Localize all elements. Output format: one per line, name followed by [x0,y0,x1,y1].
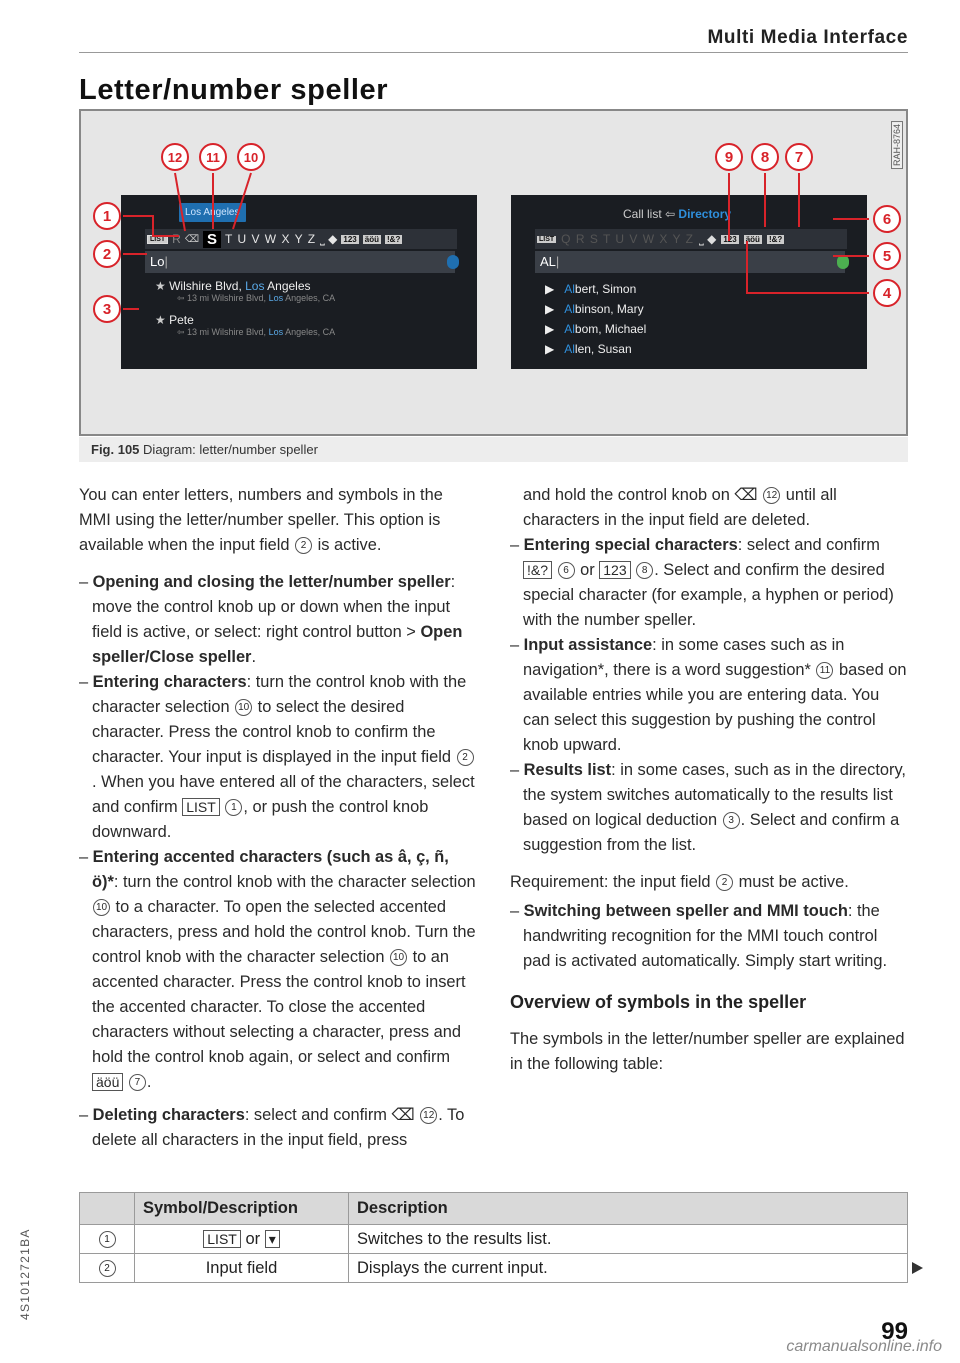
callout-4: 4 [882,285,892,302]
right-column [510,483,908,1089]
figure-caption: Fig. 105 Diagram: letter/number speller [91,442,318,457]
continued-text: and hold the control knob on ⌫ 12 until all characters in the input field are deleted. [523,486,837,529]
intro-paragraph: You can enter letters, numbers and symbols in the MMI using the letter/number speller. This option is available when the input field 2 is active. [79,486,443,554]
table-row [80,1254,908,1283]
right-speller-row: LIST Q R S T U V W X Y Z ⎵ ◆ 123 äöü !&? [535,229,847,249]
numbers-key: 123 [723,234,737,244]
left-input-field: Lo| [145,251,455,273]
callout-9: 9 [724,149,734,166]
callout-8: 8 [760,149,770,166]
figure-105 [79,109,908,436]
document-code: 4S1012721BA [18,1228,32,1320]
callout-3: 3 [102,301,112,318]
bullet-input-assistance: – Input assistance: in some cases such as in navigation*, there is a word suggestion* 11 based on available entries while you are entering data. You can select this suggestion by pushing the control knob upward. [510,636,907,754]
left-column [79,483,477,1153]
result-item-2: ★ Pete ⇦ 13 mi Wilshire Blvd, Los Angeles, CA [155,313,336,337]
bullet-special: – Entering special characters: select and confirm !&? 6 or 123 8 . Select and confirm the desired special character (for example, a hyphen or period) with the number speller. [510,536,894,629]
callout-6: 6 [882,211,892,228]
table-header-row [80,1193,908,1225]
input-text: AL [540,254,556,269]
bullet-entering: – Entering characters: turn the control knob with the character selection 10 to select the desired character. Press the control knob to confirm the character. Your input is displayed in the input field 2. When you have entered all of the characters, select and confirm LIST 1 , or push the control knob downward. [79,673,475,841]
table-row [80,1225,908,1254]
page-number: 99 [881,1318,908,1345]
result-item-1: ★ Wilshire Blvd, Los Angeles ⇦ 13 mi Wilshire Blvd, Los Angeles, CA [155,279,336,303]
row-description: Displays the current input. [349,1254,908,1283]
figure-code: RAH-8764 [891,121,903,169]
header-title: Multi Media Interface [707,27,908,48]
callout-11: 11 [206,150,220,165]
bullet-opening: – Opening and closing the letter/number speller: move the control knob up or down when the input field is active, or select: right control button > Open speller/Close speller. [79,573,463,666]
callout-5: 5 [882,248,892,265]
bullet-accented: – Entering accented characters (such as â, ç, ñ, ö)*: turn the control knob with the character selection 10 to a character. To open the selected accented characters, press and hold the control knob. Turn the control knob with the character selection 10 to an accented character. Press the control knob to insert the accented character. To close the accented characters without selecting a character, press and hold the control knob again, or select and confirm äöü 7 . [79,848,476,1091]
list-key: LIST [147,235,168,244]
numbers-key: 123 [343,234,357,244]
callout-7: 7 [794,149,804,166]
special-key: !&? [768,234,783,244]
callout-12: 12 [167,150,183,165]
row-callout: 1 [99,1231,116,1248]
delete-key: ⌫ [184,233,199,245]
accents-key: äöü [745,234,760,244]
requirement: Requirement: the input field 2 must be active. [510,873,849,891]
table-header-description: Description [349,1193,908,1225]
bullet-results-list: – Results list: in some cases, such as in the directory, the system switches automatically to the results list based on logical deduction 3 . Select and confirm a suggestion from the list. [510,761,906,854]
selected-letter: S [203,231,221,248]
header-rule [79,52,908,53]
table-header-num [80,1193,135,1225]
watermark: carmanualsonline.info [786,1338,942,1355]
table-header-symbol: Symbol/Description [135,1193,349,1225]
callout-2: 2 [102,246,112,263]
overview-subheading: Overview of symbols in the speller [510,992,807,1012]
page-heading: Letter/number speller [79,74,389,106]
input-text: Lo [150,254,165,269]
continue-arrow-icon [912,1262,923,1274]
contact-item-1: ▶ Albert, Simon [545,282,637,296]
bullet-deleting: – Deleting characters: select and confirm ⌫ 12 . To delete all characters in the input field, press [79,1106,465,1149]
accents-key: äöü [364,234,379,244]
contact-item-2: ▶ Albinson, Mary [545,302,644,316]
symbols-table [79,1192,908,1283]
row-symbol: Input field [135,1254,349,1283]
dimmed-letters: Q R S T U V W X Y Z [561,232,694,246]
callout-overlay [81,111,906,434]
letters-before: R [172,232,181,246]
right-input-field: AL| [535,251,845,273]
callout-10: 10 [243,150,259,165]
callout-1: 1 [102,208,112,225]
row-callout: 2 [99,1260,116,1277]
contact-item-3: ▶ Albom, Michael [545,322,647,336]
right-screen-title: Call list ⇦ Directory [623,207,732,221]
table-intro: The symbols in the letter/number speller are explained in the following table: [510,1030,905,1073]
suggestion-chip: Los Angeles [179,203,246,222]
letters-after: T U V W X Y Z [225,232,317,246]
contact-item-4: ▶ Allen, Susan [545,342,632,356]
bullet-switching: – Switching between speller and MMI touch: the handwriting recognition for the MMI touch control pad is activated automatically. Simply start writing. [510,902,888,970]
row-description: Switches to the results list. [349,1225,908,1254]
list-key: LIST [539,235,555,243]
special-key: !&? [387,234,401,244]
space-key: ⎵ ◆ [320,231,338,246]
row-symbol: LIST or ▾ [135,1225,349,1254]
